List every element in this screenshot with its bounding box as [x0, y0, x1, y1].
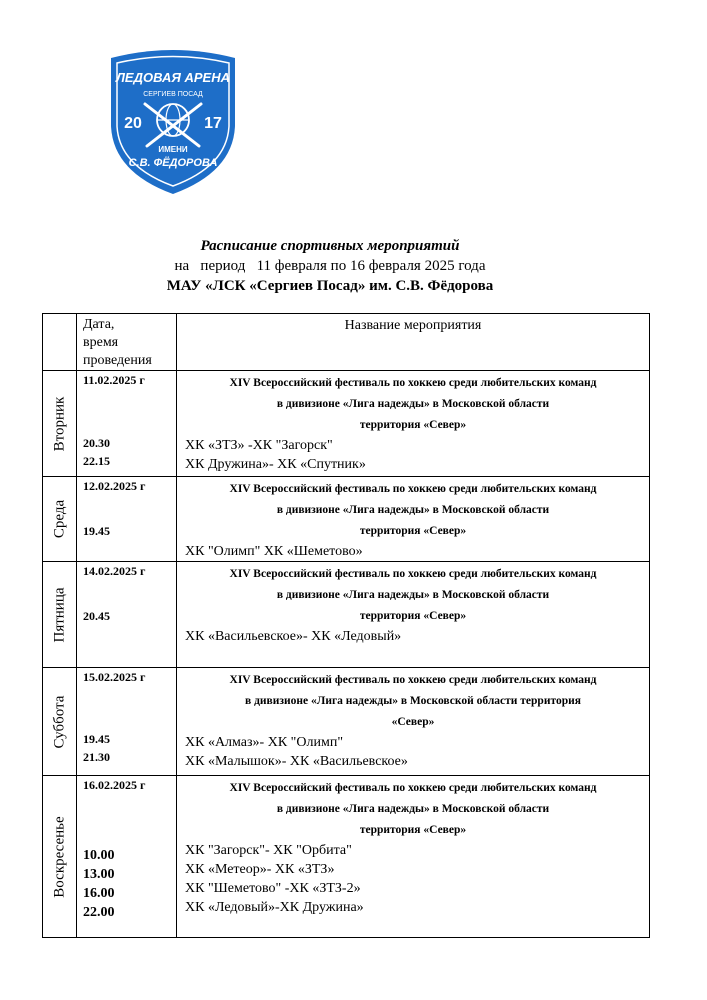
festival-line: в дивизионе «Лига надежды» в Московской области [276, 504, 550, 516]
festival-line: XIV Всероссийский фестиваль по хоккею среди любительских команд [229, 377, 597, 389]
arena-logo [103, 48, 243, 196]
date-cell [77, 477, 177, 562]
festival-line: XIV Всероссийский фестиваль по хоккею среди любительских команд [229, 674, 597, 686]
festival-line: в дивизионе «Лига надежды» в Московской области [276, 398, 550, 410]
date-cell [77, 562, 177, 668]
logo-year-left: 20 [124, 115, 142, 132]
event-time: 19.45 [83, 524, 110, 538]
festival-line: территория «Север» [359, 419, 467, 431]
match-item: ХК "Олимп" ХК «Шеметово» [185, 544, 363, 559]
match-item: ХК "Загорск"- ХК "Орбита" [185, 843, 352, 858]
table-row [43, 477, 650, 562]
event-cell [177, 776, 650, 938]
table-header-row [43, 314, 650, 371]
event-times [83, 730, 110, 766]
schedule-table [42, 313, 650, 938]
logo-imeni: ИМЕНИ [158, 145, 188, 154]
event-times [83, 846, 115, 922]
festival-line: территория «Север» [359, 824, 467, 836]
festival-line: XIV Всероссийский фестиваль по хоккею среди любительских команд [229, 483, 597, 495]
schedule-period: на период 11 февраля по 16 февраля 2025 года [174, 258, 486, 274]
festival-title [183, 778, 643, 841]
event-date: 16.02.2025 г [83, 778, 146, 792]
event-times [83, 434, 110, 470]
festival-line: «Север» [391, 716, 435, 728]
day-label: Среда [51, 499, 67, 539]
match-item: ХК Дружина»- ХК «Спутник» [185, 457, 366, 472]
event-cell [177, 477, 650, 562]
event-cell [177, 371, 650, 477]
event-date: 11.02.2025 г [83, 373, 145, 387]
table-row [43, 776, 650, 938]
logo-title: ЛЕДОВАЯ АРЕНА [116, 70, 230, 85]
match-item: ХК «ЗТЗ» -ХК "Загорск" [185, 438, 333, 453]
table-row [43, 562, 650, 668]
event-time: 13.00 [83, 867, 115, 882]
event-time: 21.30 [83, 750, 110, 764]
event-time: 19.45 [83, 732, 110, 746]
logo-city: СЕРГИЕВ ПОСАД [143, 91, 203, 98]
festival-title [183, 373, 643, 436]
match-item: ХК «Метеор»- ХК «ЗТЗ» [185, 862, 335, 877]
header-date-line: проведения [83, 353, 152, 368]
event-time: 16.00 [83, 886, 115, 901]
festival-line: в дивизионе «Лига надежды» в Московской области [276, 803, 550, 815]
organization-name: МАУ «ЛСК «Сергиев Посад» им. С.В. Фёдорова [166, 278, 494, 294]
event-cell [177, 562, 650, 668]
festival-title [183, 670, 643, 733]
day-label: Воскресенье [51, 815, 67, 898]
festival-line: в дивизионе «Лига надежды» в Московской области [276, 589, 550, 601]
match-item: ХК «Васильевское»- ХК «Ледовый» [185, 629, 402, 644]
day-cell [43, 477, 77, 562]
match-item: ХК "Шеметово" -ХК «ЗТЗ-2» [185, 881, 361, 896]
match-item: ХК «Алмаз»- ХК "Олимп" [185, 735, 344, 750]
header-name-cell: Название мероприятия [177, 314, 650, 371]
table-row [43, 668, 650, 776]
day-cell [43, 562, 77, 668]
festival-line: территория «Север» [359, 610, 467, 622]
date-cell [77, 776, 177, 938]
day-cell [43, 371, 77, 477]
event-time: 22.00 [83, 905, 115, 920]
logo-year-right: 17 [204, 115, 222, 132]
event-cell [177, 668, 650, 776]
day-label: Пятница [51, 586, 67, 643]
event-date: 12.02.2025 г [83, 479, 146, 493]
festival-line: XIV Всероссийский фестиваль по хоккею среди любительских команд [229, 782, 597, 794]
header-date-cell [77, 314, 177, 371]
header-date-line: Дата, [83, 317, 115, 332]
festival-line: XIV Всероссийский фестиваль по хоккею среди любительских команд [229, 568, 597, 580]
event-date: 14.02.2025 г [83, 564, 146, 578]
festival-title [183, 564, 643, 627]
day-cell [43, 776, 77, 938]
event-time: 22.15 [83, 454, 110, 468]
day-cell [43, 668, 77, 776]
header-date-line: время [83, 335, 119, 350]
schedule-title: Расписание спортивных мероприятий [200, 238, 460, 254]
table-row [43, 371, 650, 477]
match-item: ХК «Ледовый»-ХК Дружина» [185, 900, 364, 915]
festival-line: в дивизионе «Лига надежды» в Московской области территория [245, 695, 581, 707]
day-label: Суббота [51, 695, 67, 748]
event-times [83, 607, 110, 625]
event-time: 20.30 [83, 436, 110, 450]
date-cell [77, 668, 177, 776]
day-label: Вторник [51, 396, 67, 451]
logo-name: С.В. ФЁДОРОВА [128, 157, 218, 169]
festival-line: территория «Север» [359, 525, 467, 537]
event-time: 20.45 [83, 609, 110, 623]
event-times [83, 522, 110, 540]
event-date: 15.02.2025 г [83, 670, 146, 684]
date-cell [77, 371, 177, 477]
event-time: 10.00 [83, 848, 115, 863]
match-item: ХК «Малышок»- ХК «Васильевское» [185, 754, 408, 769]
festival-title [183, 479, 643, 542]
header-day-cell [43, 314, 77, 371]
